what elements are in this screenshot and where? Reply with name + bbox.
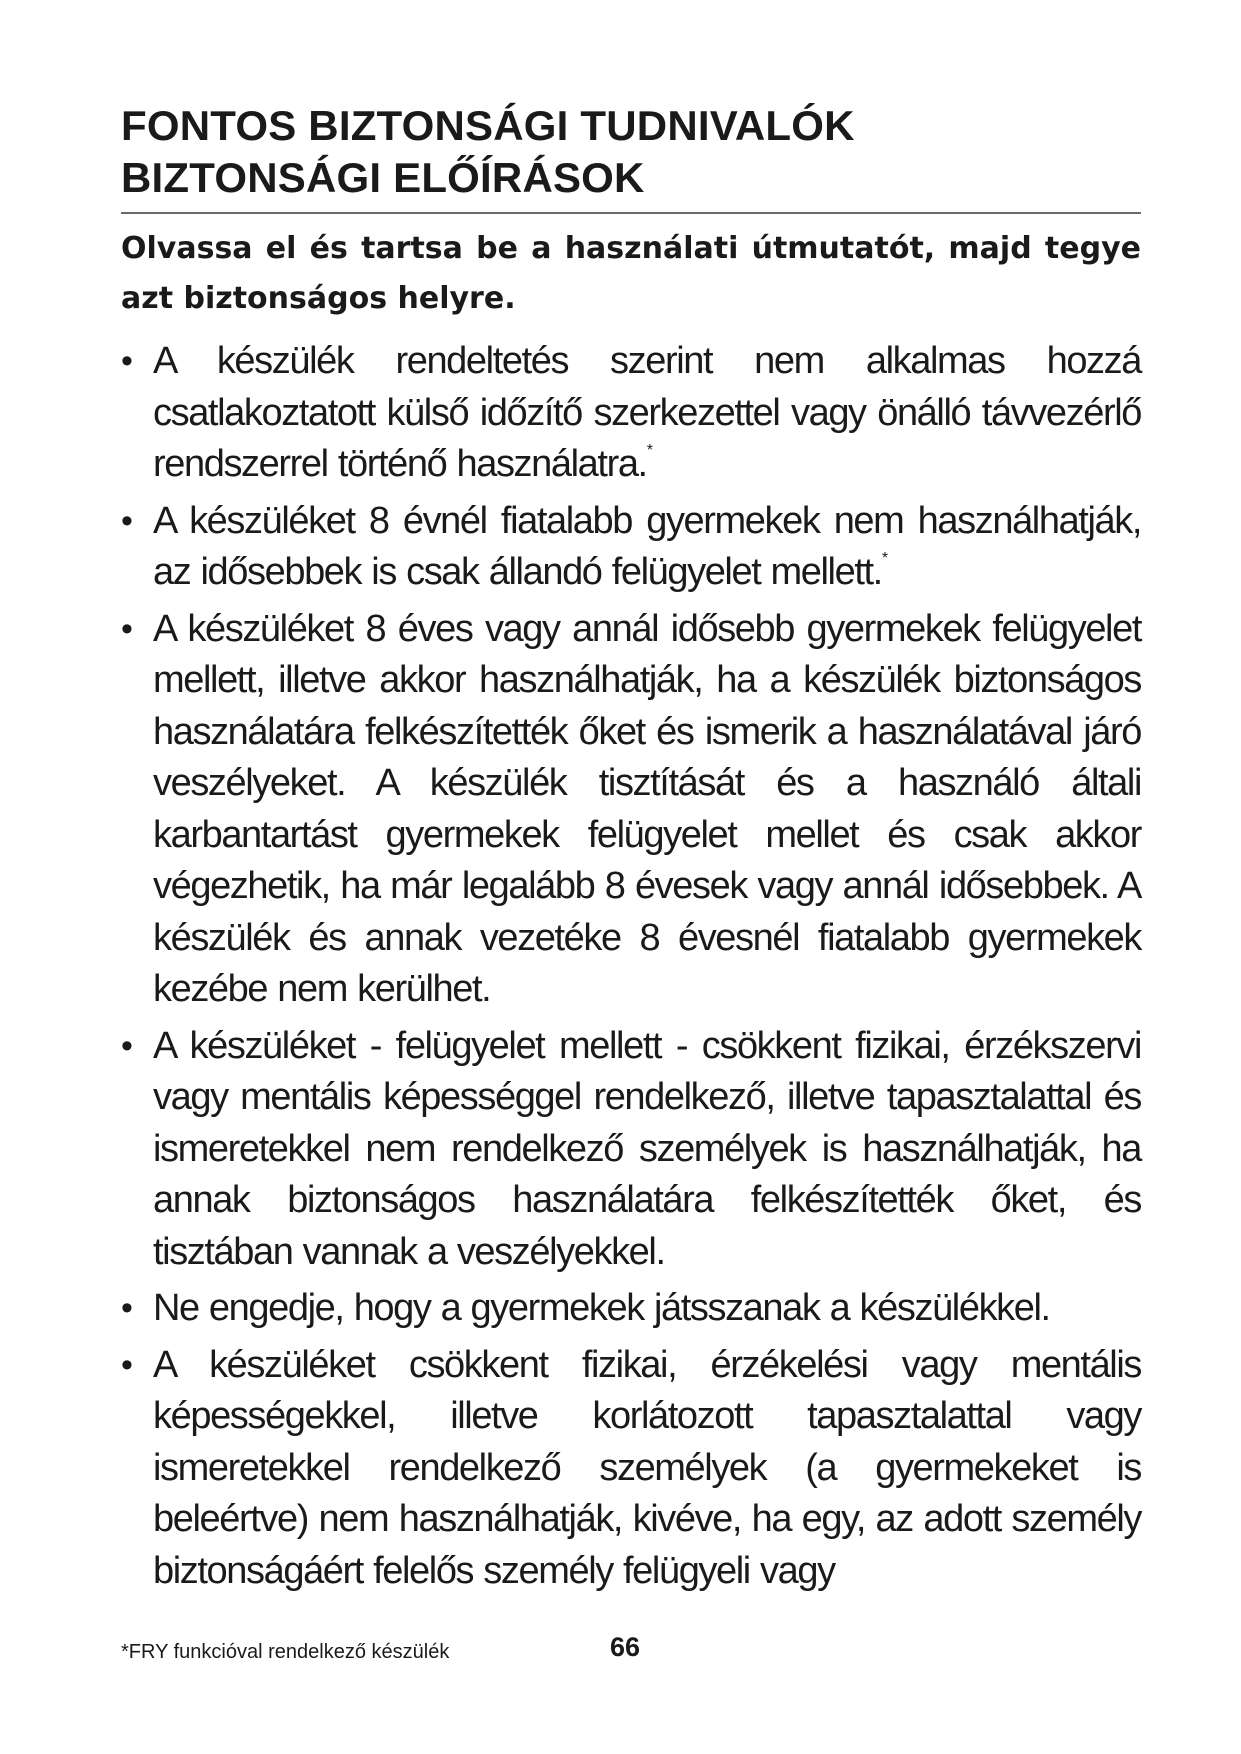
list-item-text: A készüléket - felügyelet mellett - csökkent fizikai, érzékszervi vagy mentális képességgel rendelkező, illetve tapasztalattal és ismeretekkel nem rendelkező személyek is használhatják, ha annak biztonságos használatára felkészítették őket, és tisztában vannak a veszélyekkel. xyxy=(153,1024,1141,1273)
footnote-mark: * xyxy=(881,550,887,567)
title-line-1: FONTOS BIZTONSÁGI TUDNIVALÓK xyxy=(121,102,855,149)
list-item-text: A készülék rendeltetés szerint nem alkalmas hozzá csatlakoztatott külső időzítő szerkezettel vagy önálló távvezérlő rendszerrel történő használatra. xyxy=(153,340,1141,485)
bullet-icon: • xyxy=(121,609,132,648)
bullet-icon: • xyxy=(121,342,132,380)
page-title xyxy=(121,100,1141,204)
list-item xyxy=(121,604,1141,1016)
list-item-text: A készüléket 8 éves vagy annál idősebb gyermekek felügyelet mellett, illetve akkor használhatják, ha a készülék biztonságos használatára felkészítették őket és ismerik a használatával járó veszélyeket. A készülék tisztítását és a használó általi karbantartást gyermekek felügyelet mellet és csak akkor végezhetik, ha már legalább 8 évesek vagy annál idősebbek. A készülék és annak vezetéke 8 évesnél fiatalabb gyermekek kezébe nem kerülhet. xyxy=(153,607,1141,1010)
bullet-icon: • xyxy=(121,1345,132,1384)
footnote-mark: * xyxy=(646,442,652,459)
list-item xyxy=(121,336,1141,491)
document-page xyxy=(121,100,1141,1602)
list-item-text: A készüléket csökkent fizikai, érzékelési vagy mentális képességekkel, illetve korlátozott tapasztalattal vagy ismeretekkel rendelkező személyek (a gyermekeket is beleértve) nem használhatják, kivéve, ha egy, az adott személy biztonságáért felelős személy felügyeli vagy xyxy=(153,1343,1141,1592)
list-item xyxy=(121,1340,1141,1598)
safety-list xyxy=(121,336,1141,1597)
title-line-2: BIZTONSÁGI ELŐÍRÁSOK xyxy=(121,154,645,201)
list-item-text: Ne engedje, hogy a gyermekek játsszanak a készülékkel. xyxy=(153,1287,1050,1329)
list-item xyxy=(121,496,1141,599)
bullet-icon: • xyxy=(121,501,132,540)
title-divider xyxy=(121,212,1141,214)
intro-paragraph: Olvassa el és tartsa be a használati útmutatót, majd tegye azt biztonságos helyre. xyxy=(121,231,1141,316)
list-item xyxy=(121,1283,1141,1335)
bullet-icon: • xyxy=(121,1289,132,1327)
page-number: 66 xyxy=(610,1632,641,1662)
bullet-icon: • xyxy=(121,1026,132,1065)
list-item xyxy=(121,1021,1141,1279)
footnote: *FRY funkcióval rendelkező készülék xyxy=(121,1641,450,1663)
list-item-text: A készüléket 8 évnél fiatalabb gyermekek nem használhatják, az idősebbek is csak állandó felügyelet mellett. xyxy=(153,499,1141,593)
